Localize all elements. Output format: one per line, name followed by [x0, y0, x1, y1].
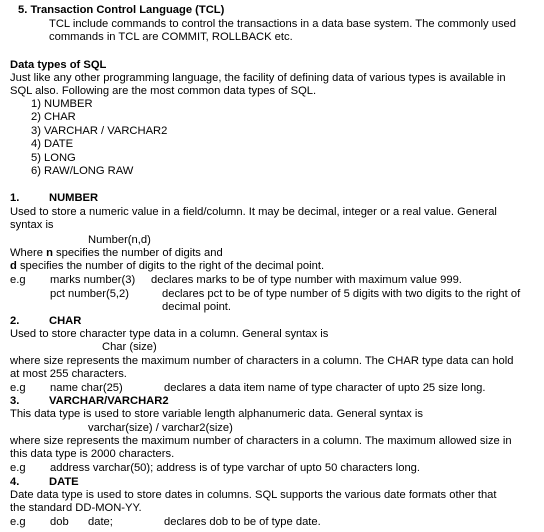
number-example-desc: declares pct to be of type number of 5 digits with two digits to the right of	[162, 288, 521, 300]
date-desc-line-2: the standard DD-MON-YY.	[10, 502, 142, 514]
varchar-eg-label: e.g	[10, 462, 26, 474]
number-eg-label: e.g	[10, 274, 26, 286]
date-section-number: 4.	[10, 476, 20, 488]
number-desc-line-2: syntax is	[10, 219, 54, 231]
number-example-code: pct number(5,2)	[50, 288, 129, 300]
varchar-where-line-2: this data type is 2000 characters.	[10, 448, 175, 460]
char-section-title: CHAR	[49, 315, 82, 327]
date-example-type: date;	[88, 516, 113, 528]
char-eg-label: e.g	[10, 382, 26, 394]
char-where-line-1: where size represents the maximum number of characters in a column. The CHAR type data can hold	[10, 355, 514, 367]
number-syntax: Number(n,d)	[88, 234, 151, 246]
number-section-title: NUMBER	[49, 192, 99, 204]
tcl-text-line-2: commands in TCL are COMMIT, ROLLBACK etc.	[49, 31, 293, 43]
number-where-d: d specifies the number of digits to the right of the decimal point.	[10, 260, 325, 272]
datatypes-heading: Data types of SQL	[10, 59, 107, 71]
varchar-section-title: VARCHAR/VARCHAR2	[49, 395, 169, 407]
number-example-desc: decimal point.	[162, 301, 232, 313]
number-where-n: Where n specifies the number of digits and	[10, 247, 223, 259]
varchar-example: address varchar(50); address is of type varchar of upto 50 characters long.	[50, 462, 420, 474]
varchar-where-line-1: where size represents the maximum number of characters in a column. The maximum allowed size in	[10, 435, 512, 447]
tcl-heading: 5. Transaction Control Language (TCL)	[18, 4, 225, 16]
datatype-list-item: 2) CHAR	[31, 111, 76, 123]
datatype-list-item: 6) RAW/LONG RAW	[31, 165, 134, 177]
char-example-code: name char(25)	[50, 382, 123, 394]
number-section-number: 1.	[10, 192, 20, 204]
char-desc: Used to store character type data in a column. General syntax is	[10, 328, 329, 340]
datatypes-intro-line-1: Just like any other programming language, the facility of defining data of various types is available in	[10, 72, 506, 84]
date-desc-line-1: Date data type is used to store dates in columns. SQL supports the various date formats other that	[10, 489, 497, 501]
number-desc-line-1: Used to store a numeric value in a field/column. It may be decimal, integer or a real value. General	[10, 206, 497, 218]
datatype-list-item: 1) NUMBER	[31, 98, 93, 110]
datatype-list-item: 5) LONG	[31, 152, 76, 164]
date-example-code: dob	[50, 516, 69, 528]
char-example-desc: declares a data item name of type character of upto 25 size long.	[164, 382, 486, 394]
datatype-list-item: 4) DATE	[31, 138, 74, 150]
varchar-desc: This data type is used to store variable length alphanumeric data. General syntax is	[10, 408, 423, 420]
datatypes-intro-line-2: SQL also. Following are the most common data types of SQL.	[10, 85, 317, 97]
datatype-list-item: 3) VARCHAR / VARCHAR2	[31, 125, 168, 137]
date-section-title: DATE	[49, 476, 79, 488]
char-where-line-2: at most 255 characters.	[10, 368, 127, 380]
number-example-code: marks number(3)	[50, 274, 136, 286]
varchar-syntax: varchar(size) / varchar2(size)	[88, 422, 233, 434]
char-section-number: 2.	[10, 315, 20, 327]
date-eg-label: e.g	[10, 516, 26, 528]
varchar-section-number: 3.	[10, 395, 20, 407]
tcl-text-line-1: TCL include commands to control the transactions in a data base system. The commonly used	[49, 18, 516, 30]
date-example-desc: declares dob to be of type date.	[164, 516, 321, 528]
char-syntax: Char (size)	[102, 341, 157, 353]
number-example-desc: declares marks to be of type number with maximum value 999.	[151, 274, 462, 286]
